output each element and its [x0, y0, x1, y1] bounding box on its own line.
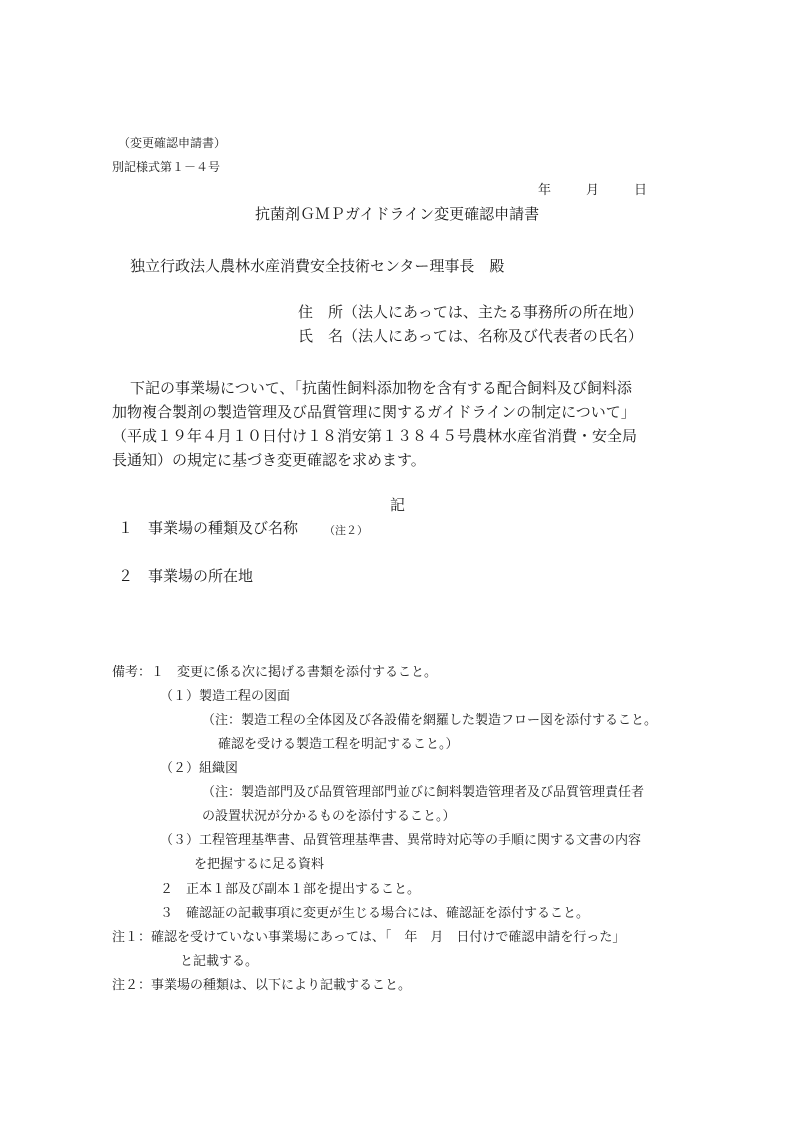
date-year: 年	[538, 183, 552, 198]
body-line: 下記の事業場について、「抗菌性飼料添加物を含有する配合飼料及び飼料添	[130, 379, 632, 397]
remark-1-3: （３）工程管理基準書、品質管理基準書、異常時対応等の手順に関する文書の内容	[160, 833, 642, 848]
applicant-address: 住 所（法人にあっては、主たる事務所の所在地）	[298, 303, 643, 321]
remark-3: ３ 確認証の記載事項に変更が生じる場合には、確認証を添付すること。	[160, 906, 590, 921]
note-1-cont: と記載する。	[180, 954, 259, 969]
body-line: 加物複合製剤の製造管理及び品質管理に関するガイドラインの制定について」	[112, 403, 636, 421]
item-business-type-note: （注２）	[324, 524, 368, 537]
remark-1: 備考：１ 変更に係る次に掲げる書類を添付すること。	[112, 665, 438, 680]
remark-1-2: （２）組織図	[160, 761, 239, 776]
date-month: 月	[586, 183, 600, 198]
remark-1-1-note-cont: 確認を受ける製造工程を明記すること。）	[218, 737, 459, 752]
item-business-type: １ 事業場の種類及び名称	[118, 519, 299, 537]
document-title: 抗菌剤ＧＭＰガイドライン変更確認申請書	[255, 205, 540, 223]
applicant-name: 氏 名（法人にあっては、名称及び代表者の氏名）	[298, 327, 643, 345]
remark-1-3-cont: を把握するに足る資料	[194, 857, 325, 872]
form-number: 別記様式第１－４号	[112, 160, 221, 174]
note-1: 注１：確認を受けていない事業場にあっては、「 年 月 日付けで確認申請を行った」	[112, 930, 626, 945]
remark-1-1-note: （注：製造工程の全体図及び各設備を網羅した製造フロー図を添付すること。	[202, 713, 658, 728]
note-2: 注２：事業場の種類は、以下により記載すること。	[112, 978, 412, 993]
remark-1-2-note: （注：製造部門及び品質管理部門並びに飼料製造管理者及び品質管理責任者	[202, 785, 645, 800]
remark-1-2-note-cont: の設置状況が分かるものを添付すること。）	[202, 809, 456, 824]
doc-type-label: （変更確認申請書）	[118, 136, 227, 150]
remark-1-1: （１）製造工程の図面	[160, 689, 291, 704]
item-business-location: ２ 事業場の所在地	[118, 567, 254, 585]
body-line: 長通知）の規定に基づき変更確認を求めます。	[112, 451, 426, 469]
body-line: （平成１９年４月１０日付け１８消安第１３８４５号農林水産省消費・安全局	[112, 427, 638, 445]
ki-heading: 記	[390, 496, 406, 514]
date-day: 日	[634, 183, 648, 198]
addressee: 独立行政法人農林水産消費安全技術センター理事長 殿	[130, 257, 505, 275]
remark-2: ２ 正本１部及び副本１部を提出すること。	[160, 882, 421, 897]
